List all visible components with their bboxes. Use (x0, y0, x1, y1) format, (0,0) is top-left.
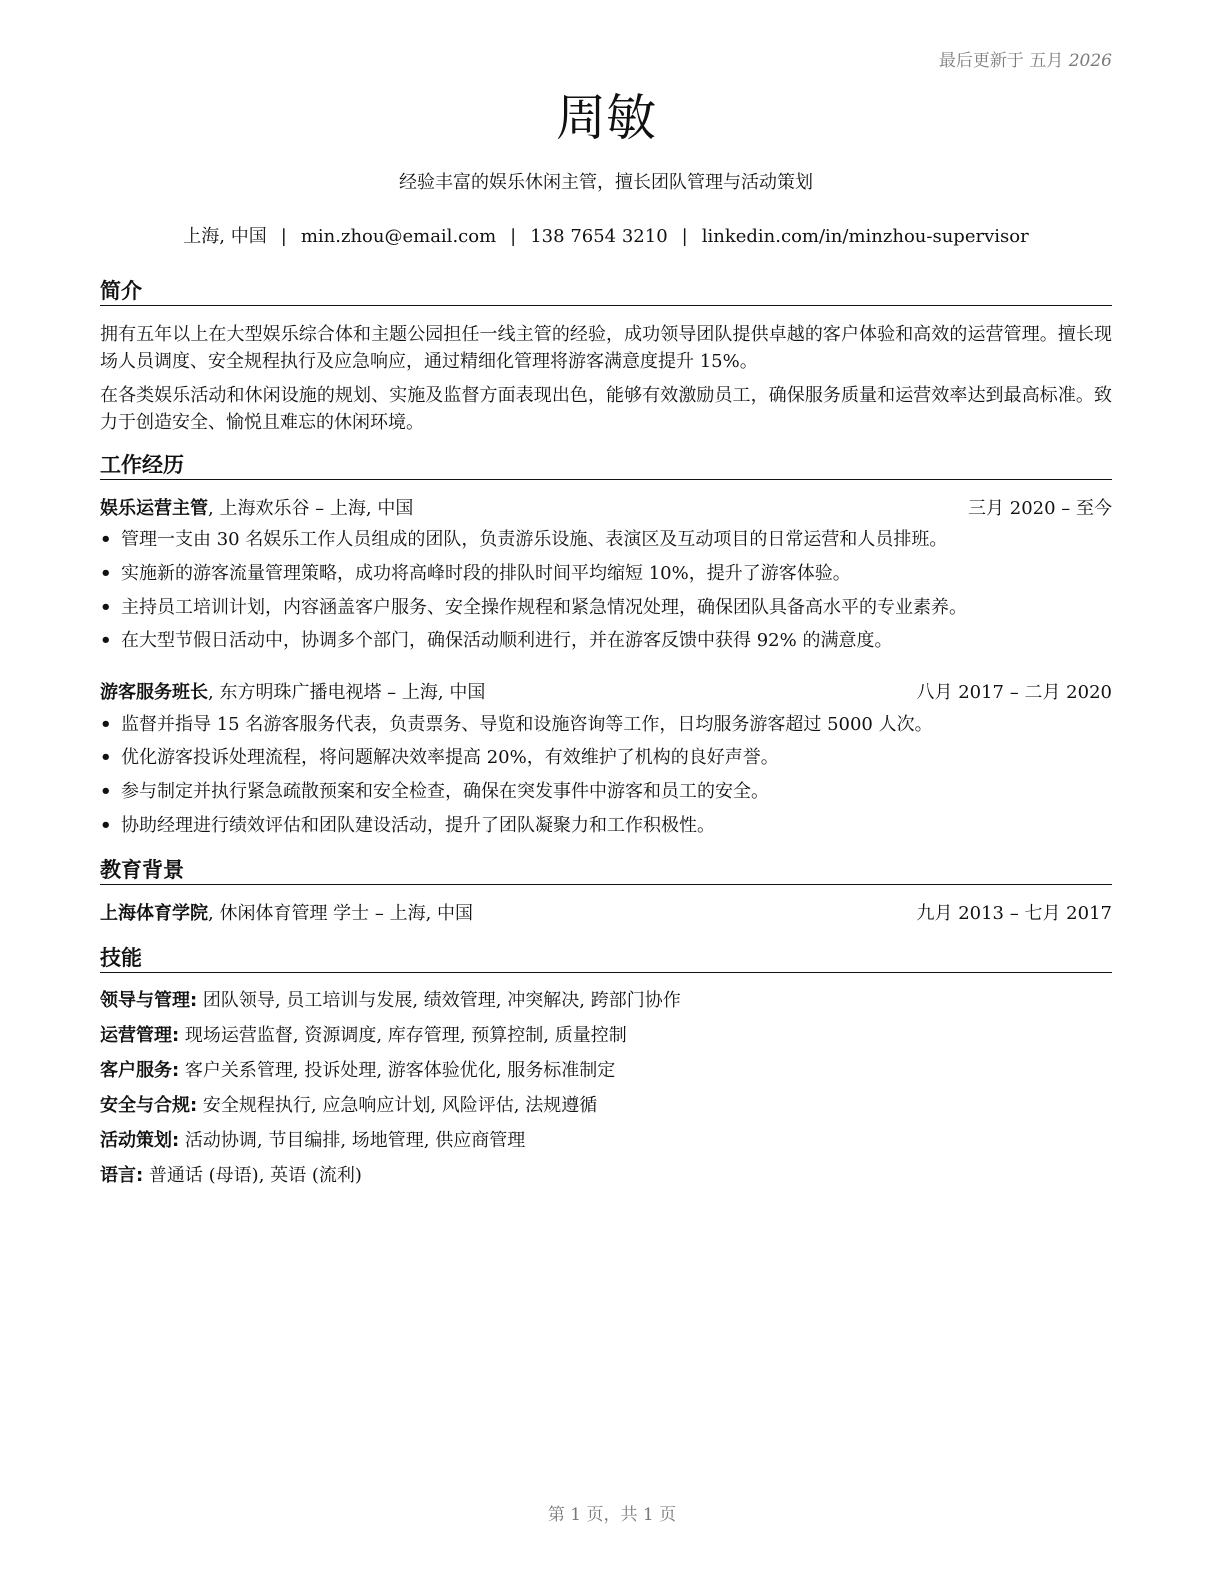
bullet-text: 监督并指导 15 名游客服务代表，负责票务、导览和设施咨询等工作，日均服务游客超过 5000 人次。 (121, 714, 933, 735)
contact-phone: 138 7654 3210 (530, 226, 668, 247)
section-title-skills: 技能 (100, 944, 1112, 973)
last-updated-year: 2026 (1068, 51, 1112, 71)
job-header (100, 680, 1112, 706)
skill-value: 团队领导, 员工培训与发展, 绩效管理, 冲突解决, 跨部门协作 (197, 990, 681, 1011)
education-entry (100, 901, 1112, 927)
bullet-icon: • (100, 630, 112, 651)
bullet-icon: • (100, 597, 112, 618)
bullet-icon: • (100, 781, 112, 802)
bullet-text: 主持员工培训计划，内容涵盖客户服务、安全操作规程和紧急情况处理，确保团队具备高水平的专业素养。 (121, 597, 967, 618)
skill-label: 客户服务: (100, 1060, 180, 1081)
list-item (100, 527, 1112, 553)
skill-row (100, 1093, 1112, 1119)
job-dates: 三月 2020 – 至今 (968, 498, 1112, 519)
job-org: , 上海欢乐谷 – 上海, 中国 (208, 498, 414, 519)
page-footer: 第 1 页，共 1 页 (547, 1505, 677, 1525)
skill-row (100, 1163, 1112, 1189)
bullet-icon: • (100, 815, 112, 836)
bullet-icon: • (100, 529, 112, 550)
list-item (100, 813, 1112, 839)
separator: | (681, 226, 688, 247)
last-updated-label: 最后更新于 五月 (938, 51, 1064, 71)
skill-value: 活动协调, 节目编排, 场地管理, 供应商管理 (179, 1130, 526, 1151)
contact-linkedin[interactable]: linkedin.com/in/minzhou-supervisor (701, 226, 1029, 247)
bullet-icon: • (100, 563, 112, 584)
list-item (100, 595, 1112, 621)
list-item (100, 628, 1112, 654)
contact-location: 上海, 中国 (183, 226, 267, 247)
skill-value: 普通话 (母语), 英语 (流利) (143, 1165, 362, 1186)
skill-label: 运营管理: (100, 1025, 180, 1046)
last-updated (939, 46, 1112, 71)
skill-label: 安全与合规: (100, 1095, 198, 1116)
skill-value: 安全规程执行, 应急响应计划, 风险评估, 法规遵循 (197, 1095, 598, 1116)
skill-value: 客户关系管理, 投诉处理, 游客体验优化, 服务标准制定 (179, 1060, 616, 1081)
bullet-icon: • (100, 747, 112, 768)
section-title-experience: 工作经历 (100, 451, 1112, 480)
skill-label: 语言: (100, 1165, 144, 1186)
skill-label: 领导与管理: (100, 990, 198, 1011)
separator: | (510, 226, 517, 247)
job-org: , 东方明珠广播电视塔 – 上海, 中国 (208, 682, 486, 703)
contact-email[interactable]: min.zhou@email.com (300, 226, 497, 247)
contact-line (100, 224, 1112, 250)
bullet-text: 管理一支由 30 名娱乐工作人员组成的团队，负责游乐设施、表演区及互动项目的日常运营和人员排班。 (121, 529, 948, 550)
candidate-name: 周敏 (556, 89, 656, 147)
skill-row (100, 1023, 1112, 1049)
skill-row (100, 1128, 1112, 1154)
tagline: 经验丰富的娱乐休闲主管，擅长团队管理与活动策划 (399, 172, 813, 193)
education-detail: , 休闲体育管理 学士 – 上海, 中国 (208, 903, 474, 924)
job-role: 游客服务班长 (100, 682, 208, 703)
summary-paragraph: 在各类娱乐活动和休闲设施的规划、实施及监督方面表现出色，能够有效激励员工，确保服务质量和运营效率达到最高标准。致力于创造安全、愉悦且难忘的休闲环境。 (100, 385, 1112, 433)
bullet-text: 优化游客投诉处理流程，将问题解决效率提高 20%，有效维护了机构的良好声誉。 (121, 747, 779, 768)
skill-row (100, 988, 1112, 1014)
bullet-text: 协助经理进行绩效评估和团队建设活动，提升了团队凝聚力和工作积极性。 (121, 815, 715, 836)
section-title-education: 教育背景 (100, 856, 1112, 885)
bullet-icon: • (100, 714, 112, 735)
job-role: 娱乐运营主管 (100, 498, 208, 519)
skill-value: 现场运营监督, 资源调度, 库存管理, 预算控制, 质量控制 (179, 1025, 627, 1046)
section-title-summary: 简介 (100, 277, 1112, 306)
bullet-text: 参与制定并执行紧急疏散预案和安全检查，确保在突发事件中游客和员工的安全。 (121, 781, 769, 802)
bullet-text: 实施新的游客流量管理策略，成功将高峰时段的排队时间平均缩短 10%，提升了游客体验。 (121, 563, 851, 584)
separator: | (280, 226, 287, 247)
education-dates: 九月 2013 – 七月 2017 (916, 903, 1112, 924)
job-dates: 八月 2017 – 二月 2020 (916, 682, 1112, 703)
school-name: 上海体育学院 (100, 903, 208, 924)
skill-row (100, 1058, 1112, 1084)
skill-label: 活动策划: (100, 1130, 180, 1151)
bullet-text: 在大型节假日活动中，协调多个部门，确保活动顺利进行，并在游客反馈中获得 92% 的满意度。 (121, 630, 893, 651)
list-item (100, 745, 1112, 771)
job-header (100, 496, 1112, 522)
list-item (100, 712, 1112, 738)
list-item (100, 561, 1112, 587)
list-item (100, 779, 1112, 805)
summary-paragraph: 拥有五年以上在大型娱乐综合体和主题公园担任一线主管的经验，成功领导团队提供卓越的客户体验和高效的运营管理。擅长现场人员调度、安全规程执行及应急响应，通过精细化管理将游客满意度提升 15%。 (100, 324, 1112, 372)
